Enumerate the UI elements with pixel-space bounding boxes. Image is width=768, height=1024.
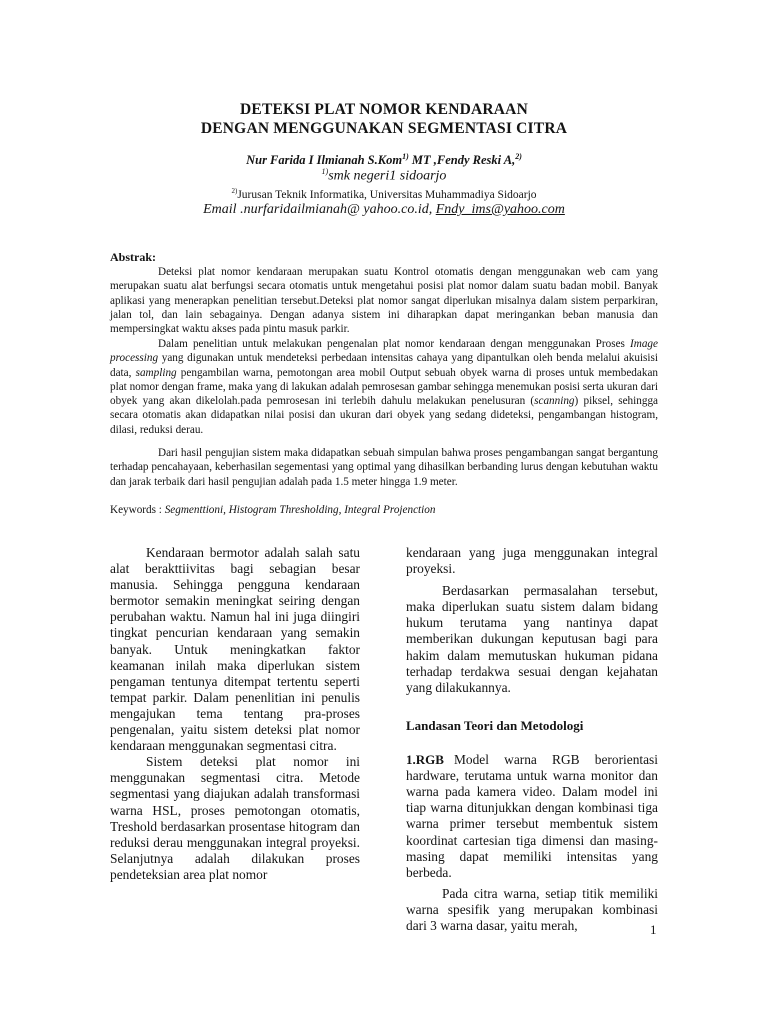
abstract-p2-part-a: Dalam penelitian untuk melakukan pengenalan plat nomor kendaraan dengan menggunakan Proses [158, 338, 631, 350]
email-line [0, 202, 768, 218]
abstract-paragraph-2 [110, 337, 658, 437]
keywords-label: Keywords : [110, 504, 165, 516]
abstract-p2-part-c: pengambilan warna, pemotongan area mobil Output sebuah obyek warna di proses untuk membedakan plat nomor dengan frame, maka yang di lakukan adalah pemrosesan gambar sehingga menemukan posisi serta ukuran dari obyek yang akan dikelolah.pada pemrosesan ini terlebih dahulu melakukan penelusuran ( [110, 366, 658, 408]
author-2-marker: 2) [515, 152, 522, 161]
author-line [0, 152, 768, 168]
right-column [406, 545, 658, 934]
right-col-paragraph-2: Berdasarkan permasalahan tersebut, maka diperlukan suatu sistem dalam bidang hukum terutama yang nantinya dapat memberikan dukungan keputusan bagi para hakim dalam memutuskan hukuman pidana terhadap terdakwa sesuai dengan kejahatan yang dilakukannya. [406, 583, 658, 695]
affiliation-2 [0, 187, 768, 201]
affiliation-1-marker: 1) [321, 167, 329, 176]
author-1: Nur Farida I Ilmianah S.Kom [246, 153, 403, 168]
abstract-p2-italic-3: scanning [534, 395, 575, 408]
author-1-marker: 1) [402, 152, 409, 161]
affiliation-1-text: smk negeri1 sidoarjo [328, 168, 447, 184]
page-number: 1 [650, 922, 657, 937]
abstract-p3-text: Dari hasil pengujian sistem maka didapatkan sebuah simpulan bahwa proses pengambangan sangat bergantung terhadap pencahayaan, keberhasilan segementasi yang optimal yang dihasilkan berbanding lurus dengan kebutuhan waktu dan jarak terbaik dari hasil pengujian adalah pada 1.5 meter hingga 1.9 meter. [110, 447, 658, 488]
subsection-heading: 1.RGB [406, 751, 444, 767]
paper-title-line-1: DETEKSI PLAT NOMOR KENDARAAN [240, 101, 528, 118]
abstract-p2-part-b: yang digunakan untuk mendeteksi perbedaan intensitas cahaya yang dipantulkan oleh benda melalui akuisisi data, [110, 352, 658, 379]
paper-title-line-2: DENGAN MENGGUNAKAN SEGMENTASI CITRA [200, 120, 568, 137]
right-col-paragraph-1: kendaraan yang juga menggunakan integral proyeksi. [406, 545, 658, 577]
abstract-paragraph-1 [110, 265, 658, 336]
author-2: MT ,Fendy Reski A, [408, 153, 516, 168]
keywords-line [110, 504, 435, 516]
abstract-paragraph-3 [110, 446, 658, 489]
abstract-heading: Abstrak: [110, 250, 157, 264]
email-2-link[interactable]: Fndy_ims@yahoo.com [435, 202, 565, 217]
abstract-p2-part-d: ) piksel, sehingga secara otomatis akan didapatkan nilai posisi dan ukuran dari obyek yang sedang dideteksi, pengambangan histogram, dilasi, reduksi derau. [110, 395, 658, 436]
affiliation-2-marker: 2) [231, 187, 238, 195]
left-col-paragraph-2: Sistem deteksi plat nomor ini menggunakan segmentasi citra. Metode segmentasi yang diajukan adalah transformasi warna HSL, proses pemotongan otomatis, Treshold berdasarkan prosentase hitogram dan reduksi derau menggunakan integral proyeksi. Selanjutnya adalah dilakukan proses pendeteksian area plat nomor [110, 754, 360, 882]
email-prefix: Email . [203, 202, 244, 217]
abstract-p1-text: Deteksi plat nomor kendaraan merupakan suatu Kontrol otomatis dengan menggunakan web cam yang merupakan suatu alat berfungsi secara otomatis untuk mengetahui posisi plat nomor dalam suatu badan mobil. Banyak aplikasi yang menerapkan penelitian tersebut.Deteksi plat nomor sangat diperlukan misalnya dalam sistem perparkiran, jalan tol, dan lain sebagainya. Dengan adanya sistem ini diharapkan dapat meringankan beban manusia dan mempersingkat waktu akses pada pintu masuk parkir. [110, 266, 658, 336]
left-column [110, 545, 360, 883]
affiliation-2-text: Jurusan Teknik Informatika, Universitas Muhammadiya Sidoarjo [237, 188, 537, 201]
right-col-paragraph-4: Pada citra warna, setiap titik memiliki warna spesifik yang merupakan kombinasi dari 3 warna dasar, yaitu merah, [406, 885, 658, 933]
affiliation-1 [0, 167, 768, 185]
keywords-text: Segmenttioni, Histogram Thresholding, Integral Projenction [164, 504, 436, 516]
left-col-paragraph-1: Kendaraan bermotor adalah salah satu alat berakttiivitas bagi sebagian besar manusia. Sehingga pengguna kendaraan bermotor semakin meningkat seiring dengan perubahan waktu. Namun hal ini juga diingiri tingkat pencurian kendaraan yang semakin banyak. Untuk meningkatkan faktor keamanan inilah maka diperlukan sistem pengaman tentunya ditempat tertentu seperti tempat parkir. Dalam penenlitian ini penulis mengajukan tema tentang pra-proses pengenalan, yaitu sistem deteksi plat nomor kendaraan menggunakan segmentasi citra. [110, 545, 360, 754]
abstract-p2-italic-2: sampling [135, 366, 177, 379]
abstract-p2-text [110, 337, 658, 437]
email-1: nurfaridailmianah@ yahoo.co.id, [243, 202, 433, 217]
right-col-paragraph-3: Model warna RGB berorientasi hardware, terutama untuk warna monitor dan warna pada kamera video. Dalam model ini tiap warna ditunjukkan dengan kombinasi tiga warna primer tersebut membentuk sistem koordinat cartesian tiga dimensi dan masing-masing dapat memiliki intensitas yang berbeda. [406, 752, 658, 880]
section-heading: Landasan Teori dan Metodologi [406, 717, 584, 733]
abstract-p2-italic-1: Image processing [110, 338, 658, 365]
